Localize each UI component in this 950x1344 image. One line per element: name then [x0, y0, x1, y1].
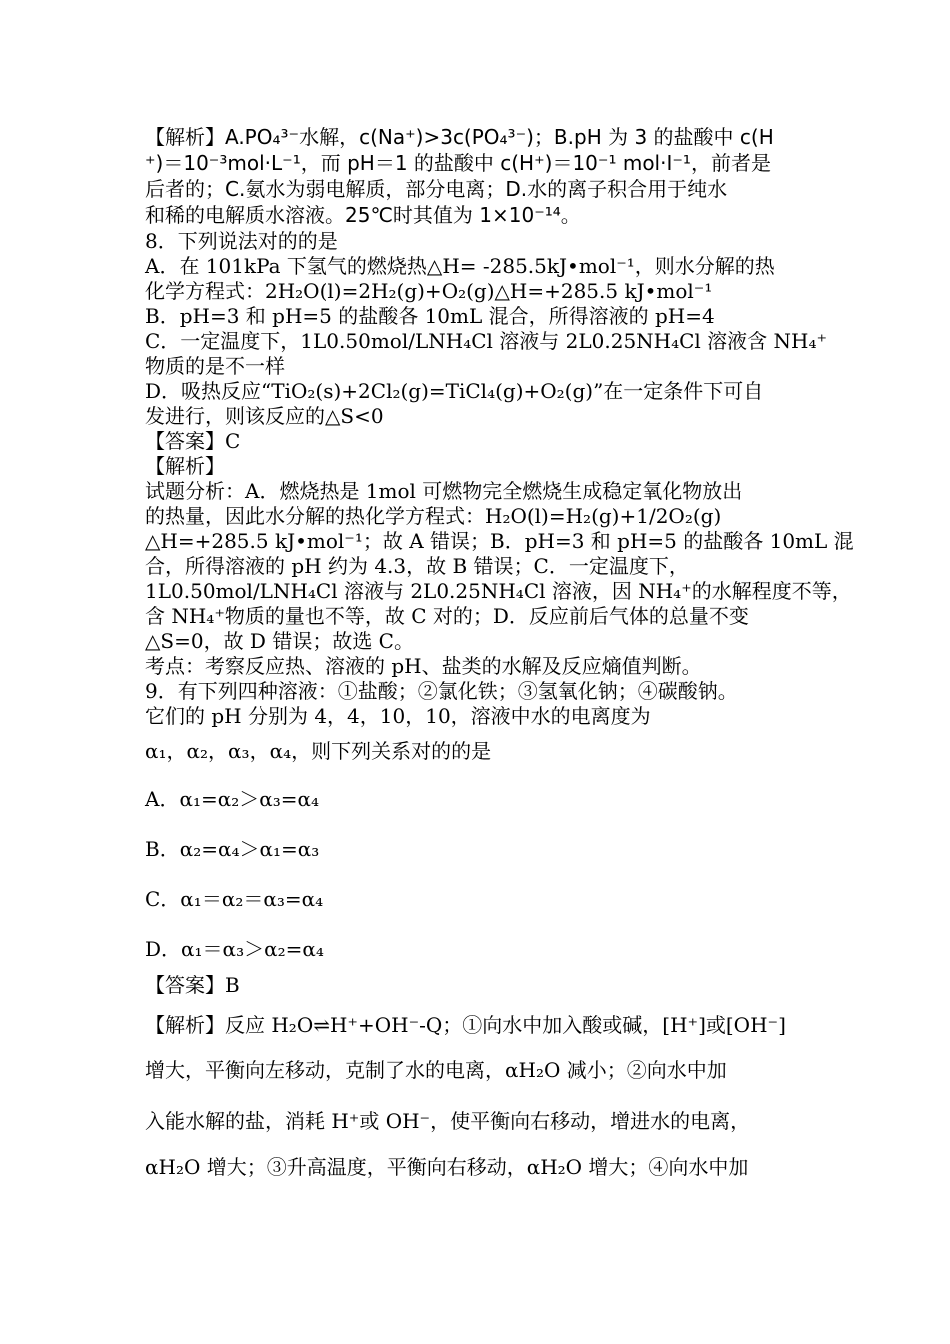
- option-a: A．在 101kPa 下氢气的燃烧热△H= -285.5kJ•mol⁻¹，则水分解的热: [145, 254, 775, 278]
- text-line: 发进行，则该反应的△S<0: [145, 404, 384, 428]
- text-line: △H=+285.5 kJ•mol⁻¹；故 A 错误；B．pH=3 和 pH=5 的盐酸各 10mL 混: [145, 529, 854, 553]
- text-line: 后者的；C.氨水为弱电解质，部分电离；D.水的离子积合用于纯水: [145, 177, 728, 201]
- text-line: △S=0，故 D 错误；故选 C。: [145, 629, 414, 653]
- text-line: 的热量，因此水分解的热化学方程式：H₂O(l)=H₂(g)+1/2O₂(g): [145, 504, 722, 528]
- option-b: B．pH=3 和 pH=5 的盐酸各 10mL 混合，所得溶液的 pH=4: [145, 304, 715, 328]
- text-line: 和稀的电解质水溶液。25℃时其值为 1×10⁻¹⁴。: [145, 203, 581, 227]
- text-line: 【解析】A.PO₄³⁻水解，c(Na⁺)>3c(PO₄³⁻)；B.pH 为 3 的盐酸中 c(H: [145, 125, 774, 149]
- text-line: ⁺)＝10⁻³mol·L⁻¹，而 pH＝1 的盐酸中 c(H⁺)＝10⁻¹ mol·I⁻¹，前者是: [145, 151, 771, 175]
- option-c: C．α₁＝α₂＝α₃=α₄: [145, 887, 324, 911]
- key-point: 考点：考察反应热、溶液的 pH、盐类的水解及反应熵值判断。: [145, 654, 702, 678]
- text-line: 增大，平衡向左移动，克制了水的电离，αH₂O 减小；②向水中加: [145, 1058, 727, 1082]
- text-line: 入能水解的盐，消耗 H⁺或 OH⁻，使平衡向右移动，增进水的电离，: [145, 1109, 751, 1133]
- question-9-stem: 9．有下列四种溶液：①盐酸；②氯化铁；③氢氧化钠；④碳酸钠。: [145, 679, 738, 703]
- option-d: D．α₁＝α₃＞α₂=α₄: [145, 937, 324, 961]
- text-line: αH₂O 增大；③升高温度，平衡向右移动，αH₂O 增大；④向水中加: [145, 1155, 749, 1179]
- option-c: C．一定温度下，1L0.50mol/LNH₄Cl 溶液与 2L0.25NH₄Cl 溶液含 NH₄⁺: [145, 329, 828, 353]
- analysis-label: 【解析】: [145, 454, 225, 478]
- text-line: 试题分析：A．燃烧热是 1mol 可燃物完全燃烧生成稳定氧化物放出: [145, 479, 743, 503]
- text-line: 含 NH₄⁺物质的量也不等，故 C 对的；D．反应前后气体的总量不变: [145, 604, 749, 628]
- text-line: 【解析】反应 H₂O⇌H⁺+OH⁻-Q；①向水中加入酸或碱，[H⁺]或[OH⁻]: [145, 1013, 786, 1037]
- option-b: B．α₂=α₄＞α₁=α₃: [145, 837, 320, 861]
- question-8-stem: 8．下列说法对的的是: [145, 229, 338, 253]
- text-line: α₁，α₂，α₃，α₄，则下列关系对的的是: [145, 739, 492, 763]
- answer-label: 【答案】C: [145, 429, 241, 453]
- answer-label: 【答案】B: [145, 973, 240, 997]
- text-line: 它们的 pH 分别为 4，4，10，10，溶液中水的电离度为: [145, 704, 651, 728]
- text-line: 化学方程式：2H₂O(l)=2H₂(g)+O₂(g)△H=+285.5 kJ•mol⁻¹: [145, 279, 713, 303]
- text-line: 物质的是不一样: [145, 354, 285, 378]
- text-line: 1L0.50mol/LNH₄Cl 溶液与 2L0.25NH₄Cl 溶液，因 NH₄⁺的水解程度不等，: [145, 579, 852, 603]
- text-line: 合，所得溶液的 pH 约为 4.3，故 B 错误；C．一定温度下，: [145, 554, 689, 578]
- option-a: A．α₁=α₂＞α₃=α₄: [145, 787, 320, 811]
- option-d: D．吸热反应“TiO₂(s)+2Cl₂(g)=TiCl₄(g)+O₂(g)”在一定条件下可自: [145, 379, 764, 403]
